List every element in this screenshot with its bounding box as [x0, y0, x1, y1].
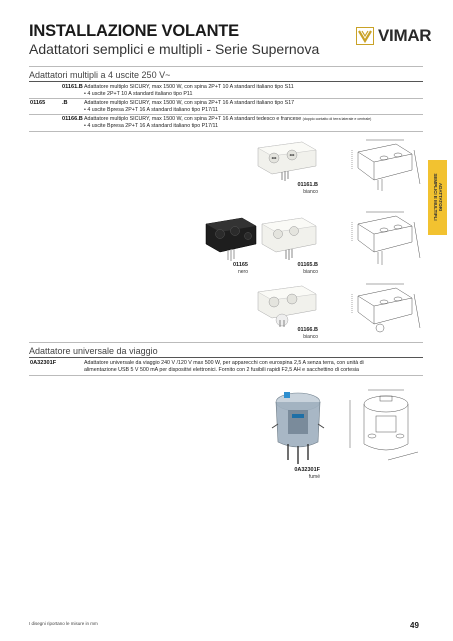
product-code-label: 0A32301F	[294, 467, 320, 473]
vimar-logo	[356, 26, 431, 46]
product-code-label: 01166.B	[297, 327, 318, 333]
product-code-label: 01161.B	[297, 182, 318, 188]
vimar-mark-icon	[356, 27, 374, 45]
description-line: Adattatore multiplo SICURY, max 1500 W, con spina 2P+T 16 A standard italiano tipo S17	[84, 100, 295, 106]
section-rule	[29, 357, 423, 358]
dimension-drawing-01165	[348, 210, 424, 270]
section-rule	[29, 81, 423, 82]
logo-text: VIMAR	[378, 26, 432, 45]
side-tab-line: ADATTATORI	[438, 182, 443, 212]
page-title: INSTALLAZIONE VOLANTE	[29, 22, 239, 40]
category-side-tab	[428, 160, 447, 235]
product-color-label: bianco	[303, 189, 318, 195]
description-line	[84, 116, 424, 123]
section-title: Adattatori multipli a 4 uscite 250 V~	[29, 70, 171, 80]
footer-note: I disegni riportano le misure in mm	[29, 621, 98, 626]
adapter-01165b-image	[258, 212, 322, 262]
description-line: • 4 uscite 2P+T 10 A standard italiano tipo P11	[84, 90, 193, 97]
dimension-drawing-travel-adapter	[346, 386, 424, 468]
description-line: • 4 uscite Bpresa 2P+T 16 A standard italiano tipo P17/11	[84, 122, 219, 129]
description-note: (doppio contatto di terra laterale e centrale)	[302, 117, 372, 121]
side-tab-label	[433, 173, 443, 220]
page-number: 49	[410, 621, 419, 630]
product-color-label: bianco	[303, 269, 318, 275]
product-code-suffix: .B	[62, 100, 68, 106]
section-divider	[29, 342, 423, 343]
product-code: 0A32301F	[30, 360, 57, 366]
description-line: alimentazione USB 5 V 500 mA per dispositivi elettronici. Fornito con 2 fusibili rapidi F2,5 AH e sacchettino di cortesia	[84, 366, 359, 373]
row-divider	[29, 114, 423, 115]
product-description	[84, 360, 424, 373]
description-line: Adattatore universale da viaggio 240 V /120 V max 500 W, per apparecchi con eurospina 2,5 A senza terra, con unità di	[84, 360, 364, 366]
product-description	[84, 100, 424, 113]
section-title: Adattatore universale da viaggio	[29, 346, 158, 356]
product-description	[84, 116, 424, 129]
adapter-01166b-image	[252, 282, 322, 328]
dimension-drawing-01166b	[348, 282, 424, 336]
product-code: 01165	[30, 100, 46, 106]
adapter-01165-black-image	[202, 212, 260, 264]
product-color-label: bianco	[303, 334, 318, 340]
dimension-drawing-01161b	[348, 138, 424, 196]
product-code: 01166.B	[62, 116, 83, 122]
page-subtitle: Adattatori semplici e multipli - Serie Supernova	[29, 41, 320, 57]
row-divider	[29, 375, 423, 376]
product-code-label: 01165	[233, 262, 248, 268]
description-line: Adattatore multiplo SICURY, max 1500 W, con spina 2P+T 10 A standard italiano tipo S11	[84, 84, 294, 90]
description-text: Adattatore multiplo SICURY, max 1500 W, con spina 2P+T 16 A standard tedesco e francese	[84, 116, 302, 122]
product-description	[84, 84, 424, 97]
description-line: • 4 uscite Bpresa 2P+T 16 A standard italiano tipo P17/11	[84, 106, 219, 113]
row-divider	[29, 98, 423, 99]
product-color-label: fumé	[308, 474, 320, 480]
product-code-label: 01165.B	[297, 262, 318, 268]
row-divider	[29, 131, 423, 132]
side-tab-line: SEMPLICI E MULTIPLI	[433, 173, 438, 221]
product-color-label: nero	[237, 269, 248, 275]
adapter-01161b-image	[252, 138, 322, 183]
product-code: 01161.B	[62, 84, 83, 90]
travel-adapter-image	[268, 384, 328, 466]
section-divider	[29, 66, 423, 67]
